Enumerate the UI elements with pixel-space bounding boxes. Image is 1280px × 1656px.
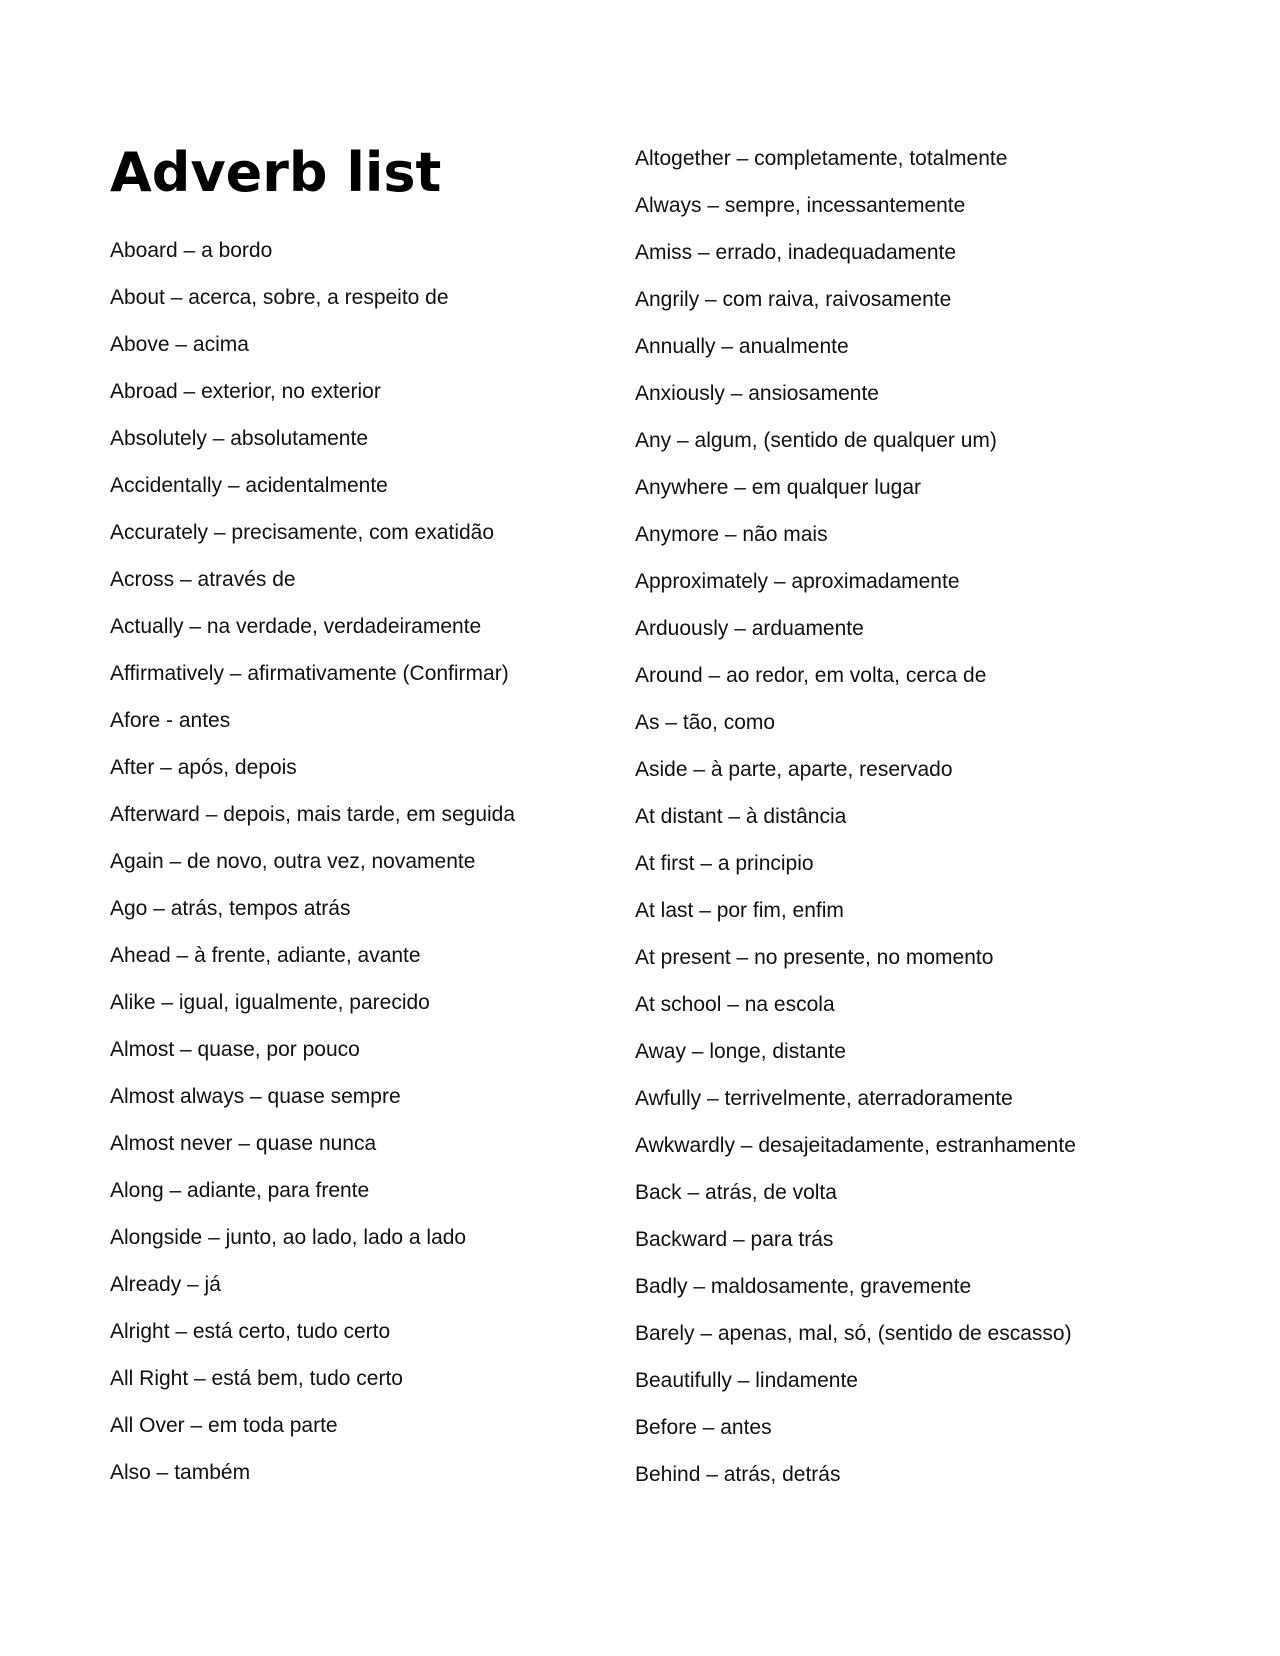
list-item: Before – antes xyxy=(635,1416,772,1439)
list-item: Afore - antes xyxy=(110,709,231,732)
list-item: Aboard – a bordo xyxy=(110,239,273,262)
list-item: Also – também xyxy=(110,1461,251,1484)
list-item: Almost never – quase nunca xyxy=(110,1132,377,1155)
list-item: Backward – para trás xyxy=(635,1228,834,1251)
list-item: Barely – apenas, mal, só, (sentido de escasso) xyxy=(635,1322,1072,1345)
list-item: Angrily – com raiva, raivosamente xyxy=(635,288,952,311)
list-item: At first – a principio xyxy=(635,852,814,875)
list-item: At distant – à distância xyxy=(635,805,847,828)
list-item: Away – longe, distante xyxy=(635,1040,846,1063)
right-column xyxy=(635,146,1076,1509)
list-item: Approximately – aproximadamente xyxy=(635,570,960,593)
list-item: Absolutely – absolutamente xyxy=(110,427,368,450)
list-item: Along – adiante, para frente xyxy=(110,1179,370,1202)
list-item: Around – ao redor, em volta, cerca de xyxy=(635,664,987,687)
list-item: Alright – está certo, tudo certo xyxy=(110,1320,391,1343)
list-item: Almost always – quase sempre xyxy=(110,1085,401,1108)
list-item: Ahead – à frente, adiante, avante xyxy=(110,944,421,967)
list-item: About – acerca, sobre, a respeito de xyxy=(110,286,449,309)
left-column xyxy=(110,238,515,1507)
list-item: Almost – quase, por pouco xyxy=(110,1038,360,1061)
list-item: At school – na escola xyxy=(635,993,835,1016)
list-item: Actually – na verdade, verdadeiramente xyxy=(110,615,482,638)
list-item: Already – já xyxy=(110,1273,221,1296)
list-item: At last – por fim, enfim xyxy=(635,899,844,922)
list-item: Anymore – não mais xyxy=(635,523,828,546)
list-item: Always – sempre, incessantemente xyxy=(635,194,966,217)
list-item: Accurately – precisamente, com exatidão xyxy=(110,521,495,544)
list-item: Annually – anualmente xyxy=(635,335,849,358)
list-item: Awfully – terrivelmente, aterradoramente xyxy=(635,1087,1013,1110)
list-item: Badly – maldosamente, gravemente xyxy=(635,1275,972,1298)
list-item: As – tão, como xyxy=(635,711,776,734)
list-item: Abroad – exterior, no exterior xyxy=(110,380,381,403)
list-item: Alike – igual, igualmente, parecido xyxy=(110,991,430,1014)
list-item: All Over – em toda parte xyxy=(110,1414,338,1437)
list-item: Accidentally – acidentalmente xyxy=(110,474,388,497)
list-item: Again – de novo, outra vez, novamente xyxy=(110,850,476,873)
list-item: Altogether – completamente, totalmente xyxy=(635,147,1008,170)
list-item: Aside – à parte, aparte, reservado xyxy=(635,758,953,781)
list-item: Amiss – errado, inadequadamente xyxy=(635,241,957,264)
list-item: Anywhere – em qualquer lugar xyxy=(635,476,922,499)
list-item: Afterward – depois, mais tarde, em seguida xyxy=(110,803,516,826)
list-item: Ago – atrás, tempos atrás xyxy=(110,897,351,920)
list-item: Alongside – junto, ao lado, lado a lado xyxy=(110,1226,467,1249)
list-item: Across – através de xyxy=(110,568,296,591)
list-item: All Right – está bem, tudo certo xyxy=(110,1367,403,1390)
list-item: Awkwardly – desajeitadamente, estranhamente xyxy=(635,1134,1076,1157)
list-item: After – após, depois xyxy=(110,756,297,779)
list-item: Back – atrás, de volta xyxy=(635,1181,837,1204)
list-item: Above – acima xyxy=(110,333,249,356)
list-item: Behind – atrás, detrás xyxy=(635,1463,841,1486)
list-item: At present – no presente, no momento xyxy=(635,946,994,969)
list-item: Affirmatively – afirmativamente (Confirmar) xyxy=(110,662,509,685)
page-title: Adverb list xyxy=(110,141,442,204)
list-item: Any – algum, (sentido de qualquer um) xyxy=(635,429,997,452)
list-item: Arduously – arduamente xyxy=(635,617,864,640)
list-item: Anxiously – ansiosamente xyxy=(635,382,879,405)
list-item: Beautifully – lindamente xyxy=(635,1369,858,1392)
